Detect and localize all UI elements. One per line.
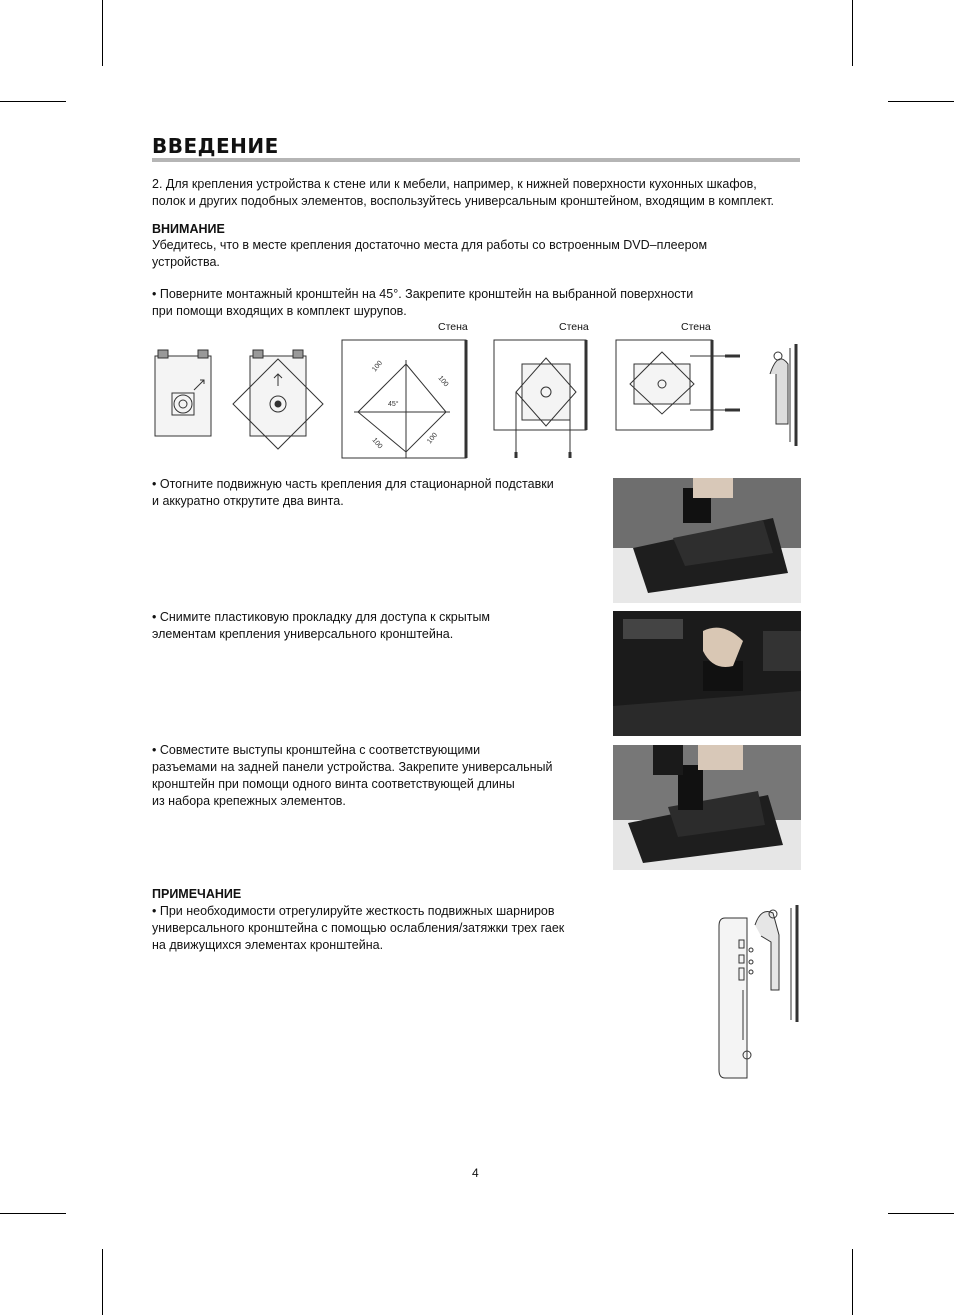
page-number: 4 <box>472 1166 479 1180</box>
crop-mark <box>102 1249 103 1315</box>
page-title: ВВЕДЕНИЕ <box>152 134 279 158</box>
crop-mark <box>888 1213 954 1214</box>
attention-heading: ВНИМАНИЕ <box>152 222 225 236</box>
side-view-diagram <box>715 900 805 1085</box>
photo-remove-pad <box>613 611 801 736</box>
step-rotate-bracket: • Поверните монтажный кронштейн на 45°. Закрепите кронштейн на выбранной поверхности при помощи входящих в комплект шурупов. <box>152 287 694 318</box>
wall-label: Стена <box>438 321 468 333</box>
dim-label: 100 <box>436 374 450 389</box>
step-remove-pad: • Снимите пластиковую прокладку для доступа к скрытым элементам крепления универсального кронштейна. <box>152 610 491 641</box>
dim-label: 100 <box>370 436 384 451</box>
angle-label: 45° <box>388 401 399 408</box>
crop-mark <box>0 101 66 102</box>
note-text: • При необходимости отрегулируйте жесткость подвижных шарниров универсального кронштейна с помощью ослабления/затяжки трех гаек на движущихся элементах кронштейна. <box>152 904 565 952</box>
wall-label: Стена <box>681 321 711 333</box>
attention-text: Убедитесь, что в месте крепления достаточно места для работы со встроенным DVD–плеером устройства. <box>152 238 708 269</box>
wall-label: Стена <box>559 321 589 333</box>
step-attach-bracket: • Совместите выступы кронштейна с соответствующими разъемами на задней панели устройства. Закрепите универсальный кронштейн при помощи одного винта соответствующей длины из набора крепежных элементов. <box>152 743 553 808</box>
note-heading: ПРИМЕЧАНИЕ <box>152 887 242 901</box>
crop-mark <box>888 101 954 102</box>
photo-attach-bracket <box>613 745 801 870</box>
mounting-diagram <box>150 334 810 464</box>
crop-mark <box>0 1213 66 1214</box>
dim-label: 100 <box>371 359 385 374</box>
dim-label: 100 <box>426 431 440 446</box>
crop-mark <box>852 0 853 66</box>
title-rule <box>152 158 800 162</box>
crop-mark <box>102 0 103 66</box>
step-unscrew: • Отогните подвижную часть крепления для стационарной подставки и аккуратно открутите два винта. <box>152 477 554 508</box>
photo-unscrew <box>613 478 801 603</box>
crop-mark <box>852 1249 853 1315</box>
intro-paragraph: 2. Для крепления устройства к стене или к мебели, например, к нижней поверхности кухонных шкафов, полок и других подобных элементов, воспользуйтесь универсальным кронштейном, входящим в комплект. <box>152 177 775 208</box>
